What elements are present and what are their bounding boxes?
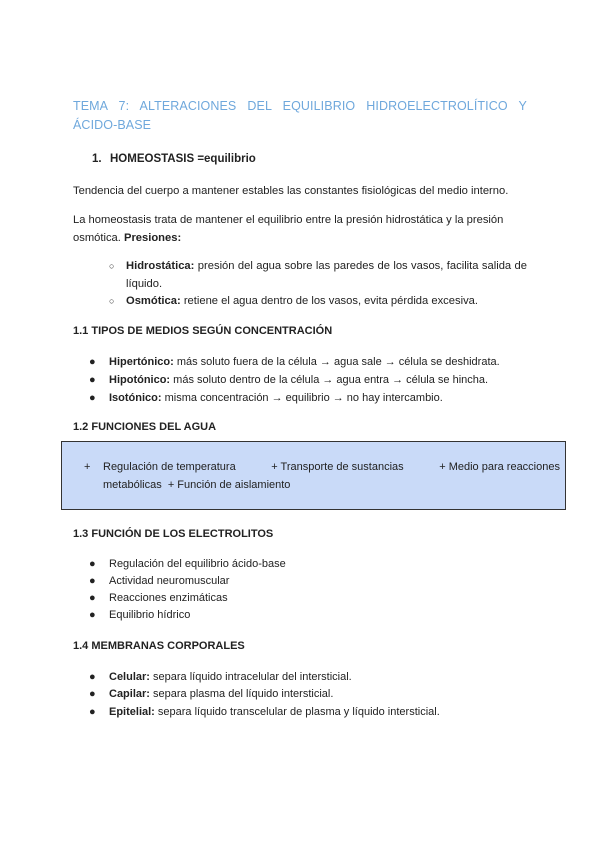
function-transport: + Transporte de sustancias xyxy=(271,461,404,473)
paragraph-homeostasis xyxy=(73,211,529,247)
list-item-term: Epitelial: xyxy=(109,706,155,718)
presiones-label: Presiones: xyxy=(123,232,182,244)
list-item-text: separa plasma del líquido intersticial. xyxy=(149,688,334,700)
water-functions-box xyxy=(61,441,566,510)
subitem-hidrostatica xyxy=(109,258,527,293)
paragraph-homeostasis-line2: osmótica. xyxy=(73,232,124,244)
circle-bullet-icon: ○ xyxy=(109,296,115,306)
bullet-icon: ● xyxy=(89,558,96,570)
section-1-title: HOMEOSTASIS =equilibrio xyxy=(110,153,256,165)
bullet-icon: ● xyxy=(89,374,96,386)
subitem-text: presión del agua sobre las paredes de los vasos, facilita salida de líquido. xyxy=(126,260,527,290)
list-item-term: Celular: xyxy=(109,671,150,683)
subitem-text: retiene el agua dentro de los vasos, evita pérdida excesiva. xyxy=(180,295,478,307)
function-insulation: + Función de aislamiento xyxy=(167,478,291,491)
list-item-text: Reacciones enzimáticas xyxy=(109,592,228,604)
document-title xyxy=(73,97,527,135)
bullet-icon: ● xyxy=(89,706,96,718)
function-temperature: Regulación de temperatura xyxy=(103,461,236,473)
bullet-icon: ● xyxy=(89,356,96,368)
subitem-term: Osmótica: xyxy=(126,295,181,307)
paragraph-definition: Tendencia del cuerpo a mantener estables las constantes fisiológicas del medio interno. xyxy=(73,185,509,197)
bullet-icon: ● xyxy=(89,688,96,700)
section-1-heading xyxy=(92,153,256,165)
water-functions-content xyxy=(103,459,560,494)
function-medium: + Medio para reacciones xyxy=(439,461,560,473)
list-item-text: más soluto fuera de la célula → agua sale → célula se deshidrata. xyxy=(173,356,500,368)
section-1-4-heading: 1.4 MEMBRANAS CORPORALES xyxy=(73,640,245,652)
list-item-term: Capilar: xyxy=(109,688,150,700)
bullet-icon: ● xyxy=(89,609,96,621)
list-item-text: misma concentración → equilibrio → no hay intercambio. xyxy=(161,392,443,404)
plus-icon: + xyxy=(84,461,91,473)
bullet-icon: ● xyxy=(89,392,96,404)
subitem-term: Hidrostática: xyxy=(126,260,195,272)
list-item-text: Equilibrio hídrico xyxy=(109,609,191,621)
title-line-2: ÁCIDO-BASE xyxy=(73,118,152,132)
list-item-term: Isotónico: xyxy=(109,392,162,404)
section-1-3-heading: 1.3 FUNCIÓN DE LOS ELECTROLITOS xyxy=(73,528,274,540)
bullet-icon: ● xyxy=(89,575,96,587)
section-1-number: 1. xyxy=(92,153,102,165)
list-item-text: separa líquido intracelular del intersticial. xyxy=(149,671,352,683)
subitem-osmotica xyxy=(109,293,527,311)
function-medium-cont: metabólicas xyxy=(103,478,162,491)
list-item-text: Regulación del equilibrio ácido-base xyxy=(109,558,286,570)
list-item-text: más soluto dentro de la célula → agua entra → célula se hincha. xyxy=(170,374,489,386)
list-item-text: Actividad neuromuscular xyxy=(109,575,230,587)
circle-bullet-icon: ○ xyxy=(109,261,115,271)
section-1-2-heading: 1.2 FUNCIONES DEL AGUA xyxy=(73,421,217,433)
list-item-text: separa líquido transcelular de plasma y líquido intersticial. xyxy=(154,706,440,718)
list-item-term: Hipotónico: xyxy=(109,374,171,386)
bullet-icon: ● xyxy=(89,671,96,683)
bullet-icon: ● xyxy=(89,592,96,604)
title-line-1: TEMA 7: ALTERACIONES DEL EQUILIBRIO HIDROELECTROLÍTICO Y xyxy=(73,99,527,113)
list-item-term: Hipertónico: xyxy=(109,356,174,368)
section-1-1-heading: 1.1 TIPOS DE MEDIOS SEGÚN CONCENTRACIÓN xyxy=(73,325,333,337)
paragraph-homeostasis-line1: La homeostasis trata de mantener el equilibrio entre la presión hidrostática y la presión xyxy=(73,214,504,226)
